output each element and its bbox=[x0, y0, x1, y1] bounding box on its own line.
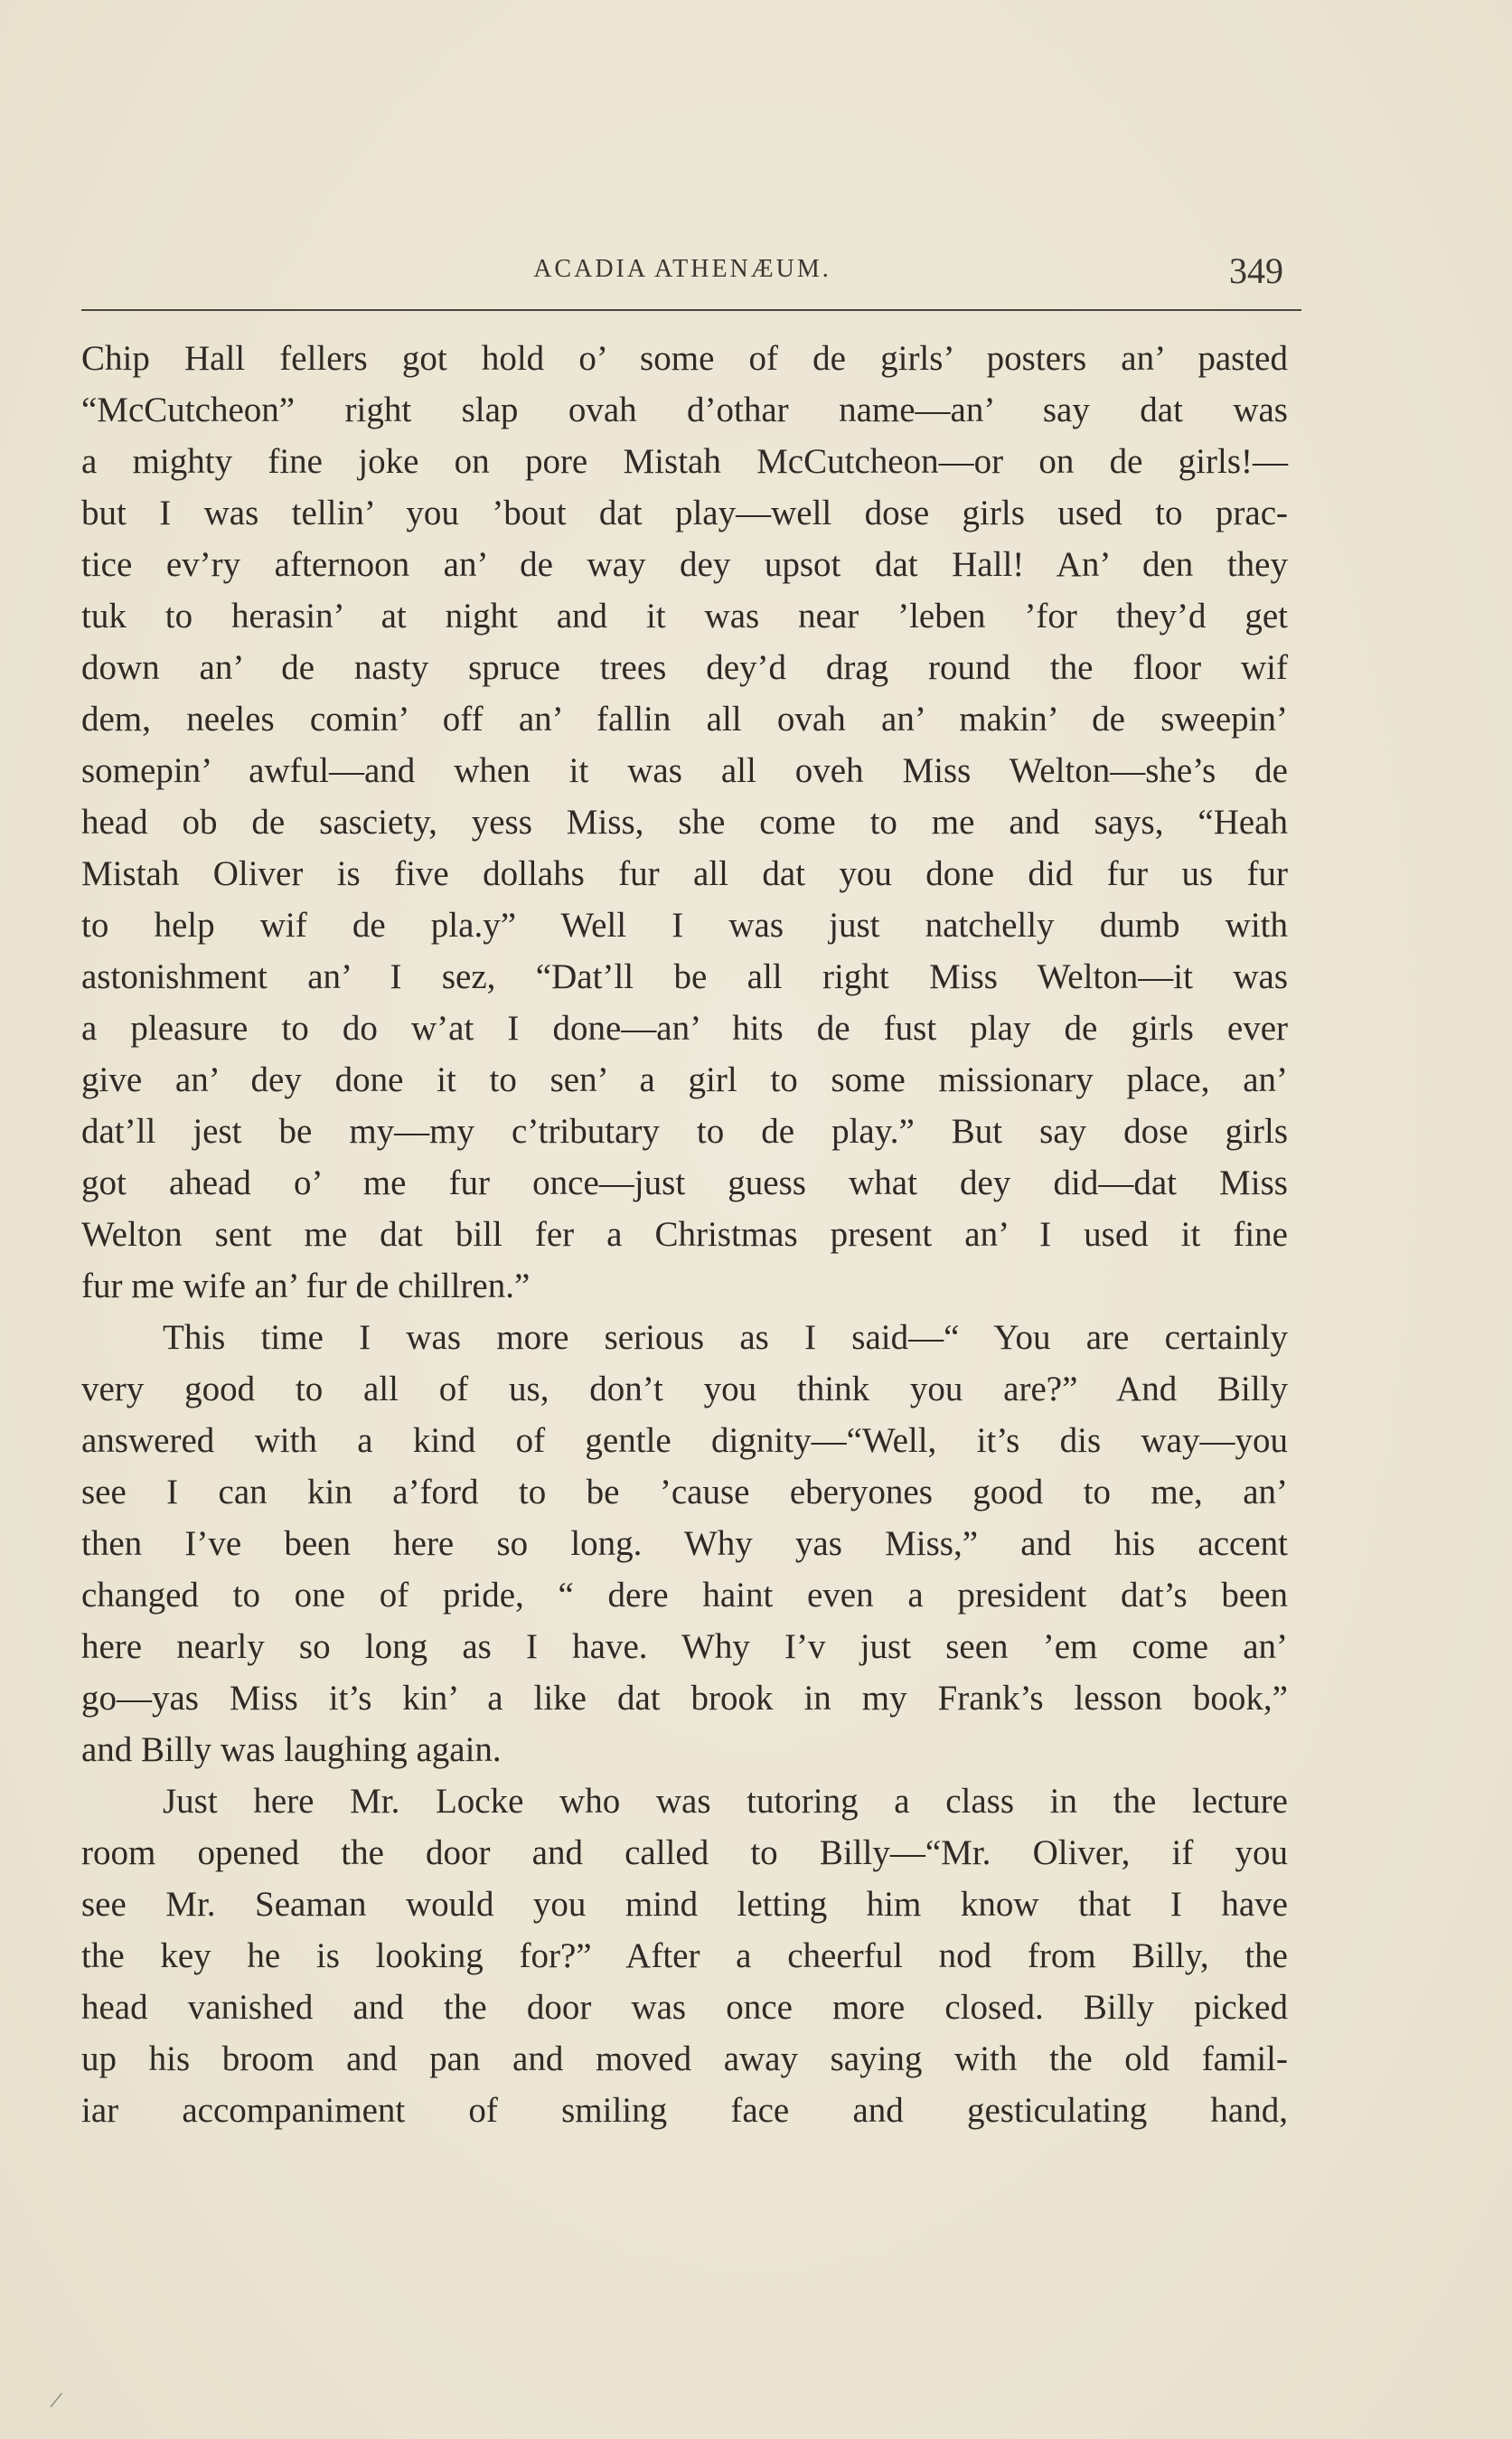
text-line: head ob de sasciety, yess Miss, she come to me and says, “Heah bbox=[81, 803, 1288, 842]
text-line: dem, neeles comin’ off an’ fallin all ovah an’ makin’ de sweepin’ bbox=[81, 700, 1288, 739]
text-line: Just here Mr. Locke who was tutoring a class in the lecture bbox=[163, 1782, 1288, 1821]
body-text bbox=[81, 333, 1288, 2136]
text-line: give an’ dey done it to sen’ a girl to some missionary place, an’ bbox=[81, 1060, 1288, 1099]
text-line: This time I was more serious as I said—“ You are certainly bbox=[163, 1318, 1288, 1357]
text-line: room opened the door and called to Billy—“Mr. Oliver, if you bbox=[81, 1833, 1288, 1872]
text-line: Chip Hall fellers got hold o’ some of de girls’ posters an’ pasted bbox=[81, 339, 1288, 378]
text-line: a pleasure to do w’at I done—an’ hits de fust play de girls ever bbox=[81, 1009, 1288, 1048]
text-line: tuk to herasin’ at night and it was near ’leben ’for they’d get bbox=[81, 597, 1288, 636]
text-line: astonishment an’ I sez, “Dat’ll be all right Miss Welton—it was bbox=[81, 957, 1288, 996]
text-line: fur me wife an’ fur de chillren.” bbox=[81, 1267, 531, 1305]
text-line: but I was tellin’ you ’bout dat play—well dose girls used to prac- bbox=[81, 494, 1288, 532]
text-line: head vanished and the door was once more closed. Billy picked bbox=[81, 1988, 1288, 2027]
text-line: then I’ve been here so long. Why yas Miss,” and his accent bbox=[81, 1524, 1288, 1563]
text-line: to help wif de pla.y” Well I was just natchelly dumb with bbox=[81, 906, 1288, 945]
text-line: Welton sent me dat bill fer a Christmas present an’ I used it fine bbox=[81, 1215, 1288, 1254]
page-number: 349 bbox=[1229, 250, 1283, 291]
stray-pencil-mark: / bbox=[48, 2386, 65, 2415]
text-line: somepin’ awful—and when it was all oveh Miss Welton—she’s de bbox=[81, 751, 1288, 790]
text-line: here nearly so long as I have. Why I’v just seen ’em come an’ bbox=[81, 1627, 1288, 1666]
text-line: got ahead o’ me fur once—just guess what dey did—dat Miss bbox=[81, 1163, 1288, 1202]
header-rule bbox=[81, 309, 1301, 311]
text-line: and Billy was laughing again. bbox=[81, 1730, 502, 1769]
text-line: Mistah Oliver is five dollahs fur all dat you done did fur us fur bbox=[81, 854, 1288, 893]
text-line: up his broom and pan and moved away saying with the old famil- bbox=[81, 2039, 1288, 2078]
text-line: see I can kin a’ford to be ’cause eberyones good to me, an’ bbox=[81, 1473, 1288, 1511]
text-line: iar accompaniment of smiling face and gesticulating hand, bbox=[81, 2091, 1288, 2130]
text-line: very good to all of us, don’t you think you are?” And Billy bbox=[81, 1370, 1288, 1408]
text-line: see Mr. Seaman would you mind letting him know that I have bbox=[81, 1885, 1288, 1924]
text-line: answered with a kind of gentle dignity—“Well, it’s dis way—you bbox=[81, 1421, 1288, 1460]
text-line: the key he is looking for?” After a cheerful nod from Billy, the bbox=[81, 1936, 1288, 1975]
text-line: a mighty fine joke on pore Mistah McCutcheon—or on de girls!— bbox=[81, 442, 1288, 481]
text-line: “McCutcheon” right slap ovah d’othar name—an’ say dat was bbox=[81, 391, 1288, 429]
text-line: tice ev’ry afternoon an’ de way dey upsot dat Hall! An’ den they bbox=[81, 545, 1288, 584]
text-line: down an’ de nasty spruce trees dey’d drag round the floor wif bbox=[81, 648, 1288, 687]
page-header bbox=[81, 242, 1283, 297]
running-title: ACADIA ATHENÆUM. bbox=[533, 255, 831, 283]
text-line: go—yas Miss it’s kin’ a like dat brook in my Frank’s lesson book,” bbox=[81, 1679, 1288, 1718]
text-line: changed to one of pride, “ dere haint even a president dat’s been bbox=[81, 1576, 1288, 1615]
text-line: dat’ll jest be my—my c’tributary to de play.” But say dose girls bbox=[81, 1112, 1288, 1151]
